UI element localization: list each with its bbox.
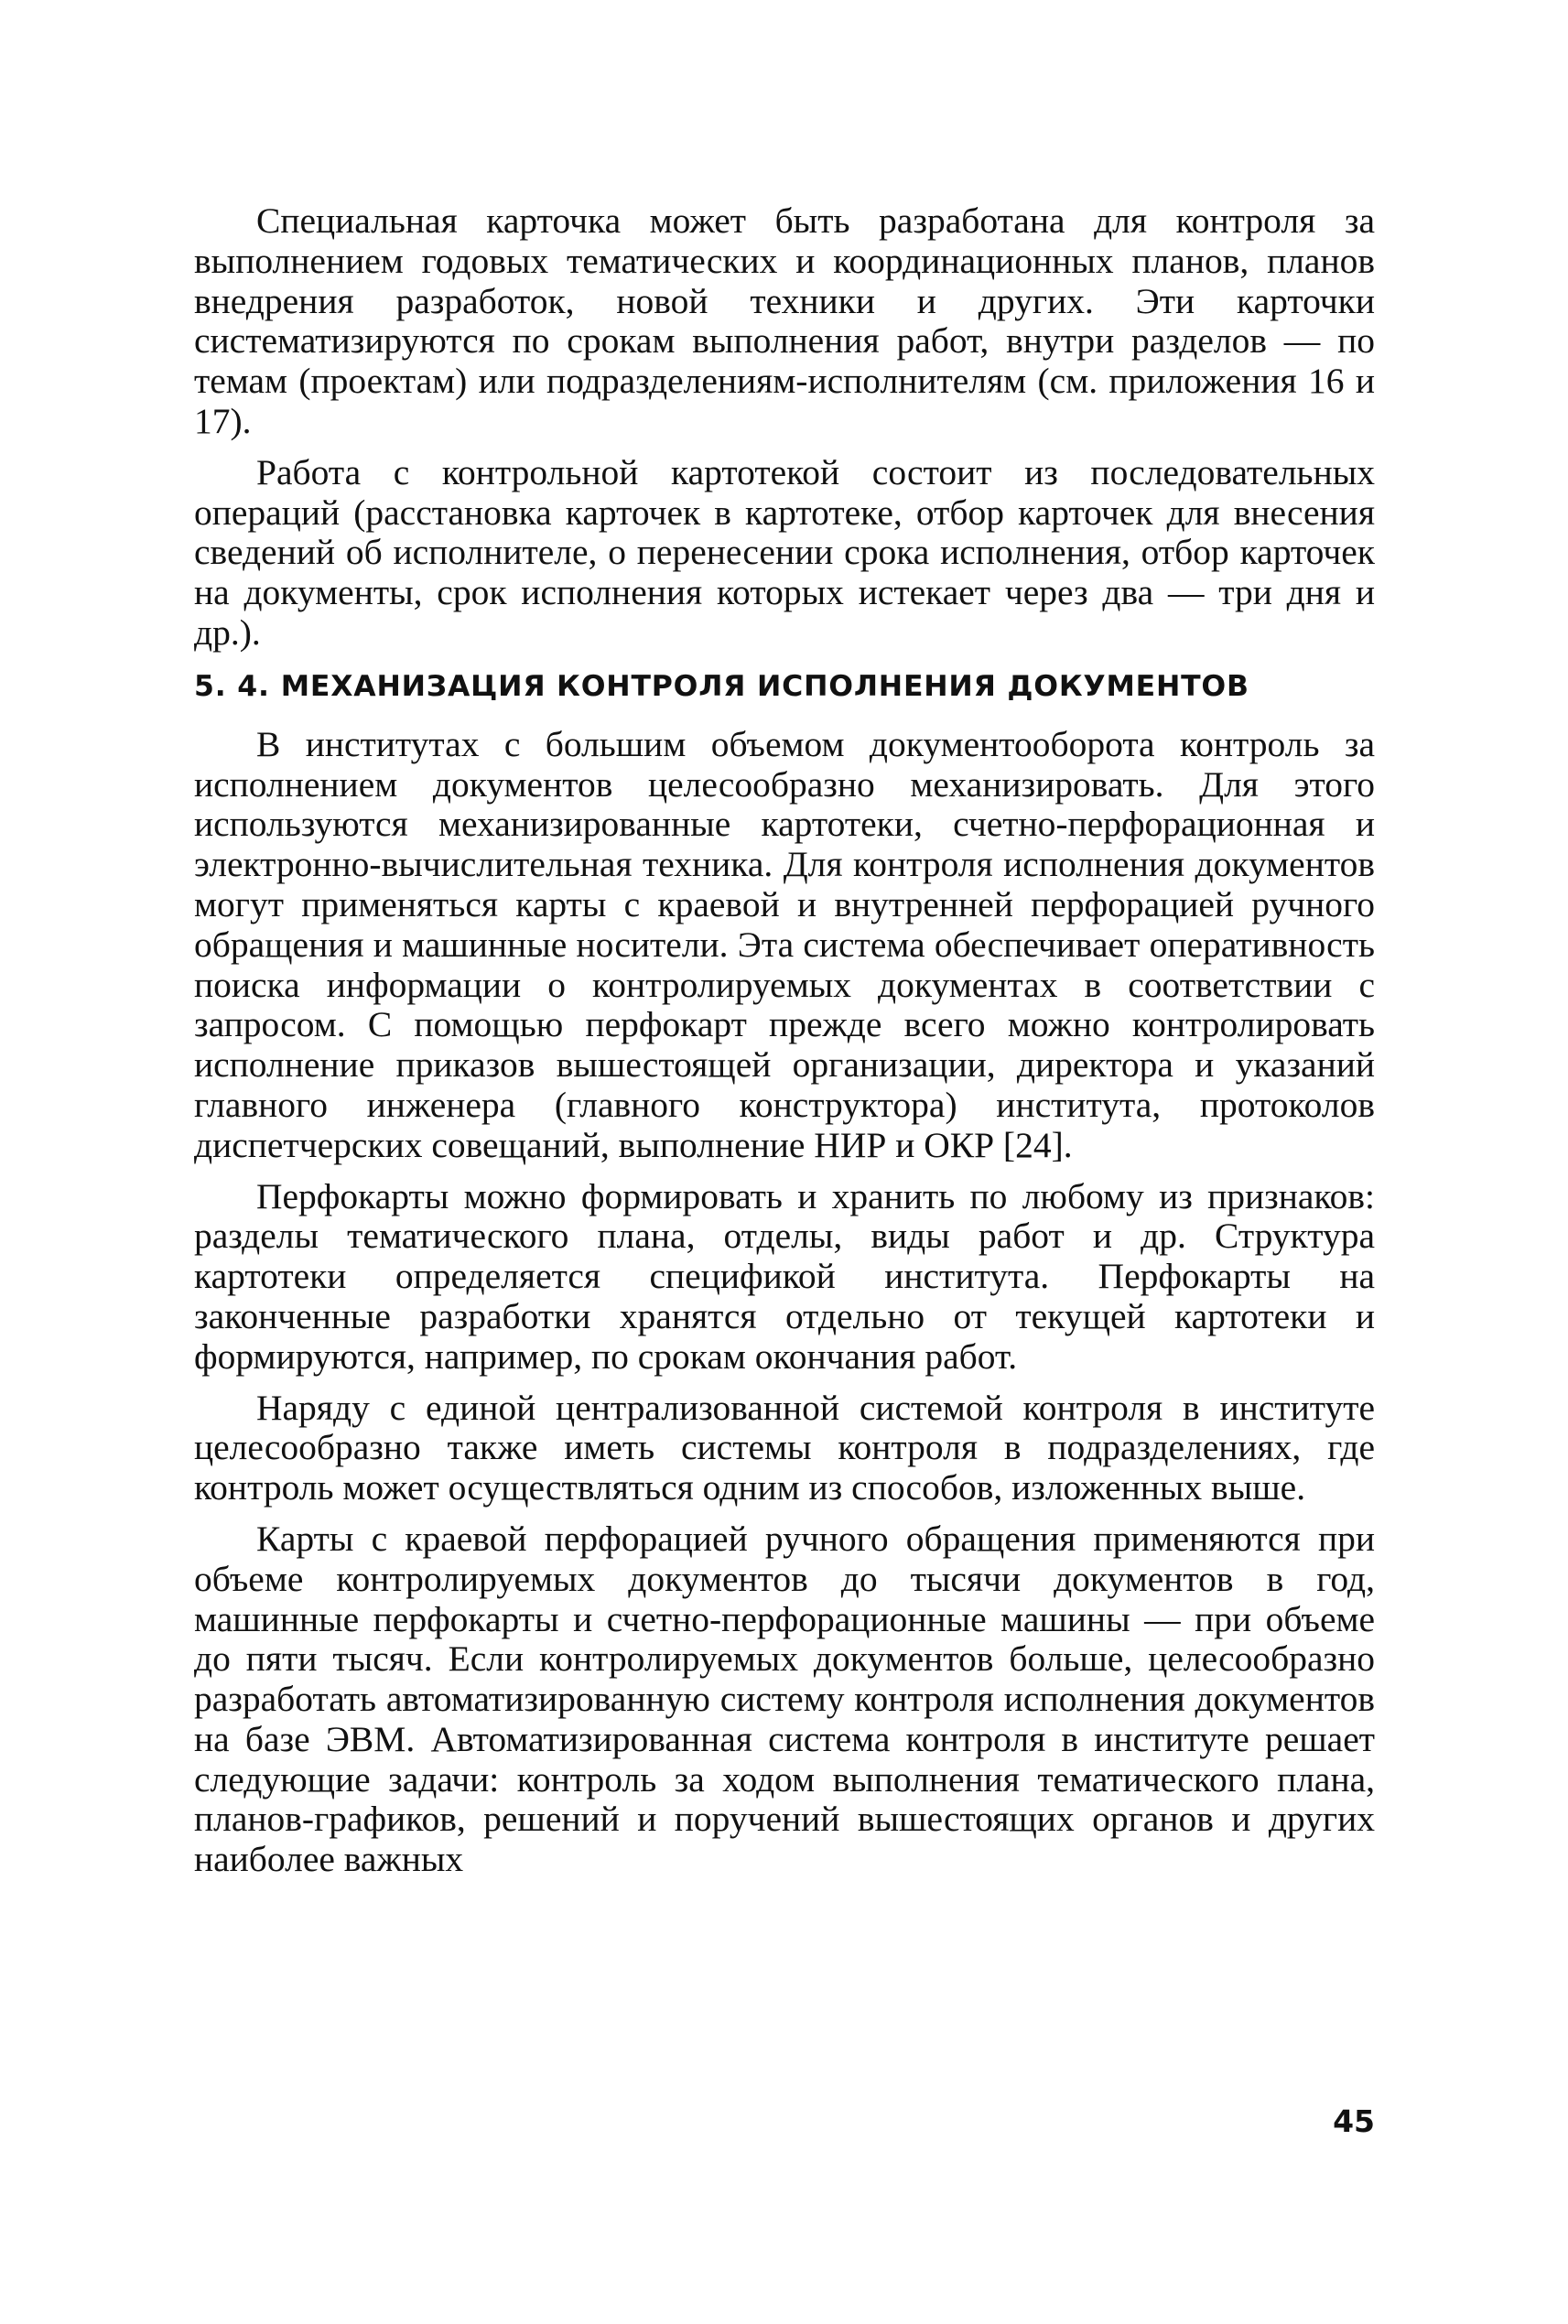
paragraph: В институтах с большим объемом документооборота контроль за исполнением документов целесообразно механизировать. Для этого используются механизированные картотеки, счетно-перфорационная и электронно-вычислительная техника. Для контроля исполнения документов могут применяться карты с краевой и внутренней перфорацией ручного обращения и машинные носители. Эта система обеспечивает оперативность поиска информации о контролируемых документах в соответствии с запросом. С помощью перфокарт прежде всего можно контролировать исполнение приказов вышестоящей организации, директора и указаний главного инженера (главного конструктора) института, протоколов диспетчерских совещаний, выполнение НИР и ОКР [24].: [194, 723, 1375, 1165]
paragraph: Перфокарты можно формировать и хранить по любому из признаков: разделы тематического плана, отделы, виды работ и др. Структура картотеки определяется спецификой института. Перфокарты на законченные разработки хранятся отдельно от текущей картотеки и формируются, например, по срокам окончания работ.: [194, 1175, 1375, 1377]
book-page: [194, 201, 1375, 2261]
paragraph: Работа с контрольной картотекой состоит из последовательных операций (расстановка карточек в картотеке, отбор карточек для внесения сведений об исполнителе, о перенесении срока исполнения, отбор карточек на документы, срок исполнения которых истекает через два — три дня и др.).: [194, 451, 1375, 653]
paragraph: Наряду с единой централизованной системой контроля в институте целесообразно также иметь системы контроля в подразделениях, где контроль может осуществляться одним из способов, изложенных выше.: [194, 1387, 1375, 1508]
paragraph: Специальная карточка может быть разработана для контроля за выполнением годовых тематических и координационных планов, планов внедрения разработок, новой техники и других. Эти карточки систематизируются по срокам выполнения работ, внутри разделов — по темам (проектам) или подразделениям-исполнителям (см. приложения 16 и 17).: [194, 200, 1375, 441]
page-number: 45: [1333, 2103, 1375, 2139]
section-number: 5. 4.: [194, 669, 270, 703]
section-heading: [194, 666, 1375, 707]
paragraph: Карты с краевой перфорацией ручного обращения применяются при объеме контролируемых документов до тысячи документов в год, машинные перфокарты и счетно-перфорационные машины — при объеме до пяти тысяч. Если контролируемых документов больше, целесообразно разработать автоматизированную систему контроля исполнения документов на базе ЭВМ. Автоматизированная система контроля в институте решает следующие задачи: контроль за ходом выполнения тематического плана, планов-графиков, решений и поручений вышестоящих органов и других наиболее важных: [194, 1518, 1375, 1880]
section-title: МЕХАНИЗАЦИЯ КОНТРОЛЯ ИСПОЛНЕНИЯ ДОКУМЕНТОВ: [280, 669, 1249, 703]
